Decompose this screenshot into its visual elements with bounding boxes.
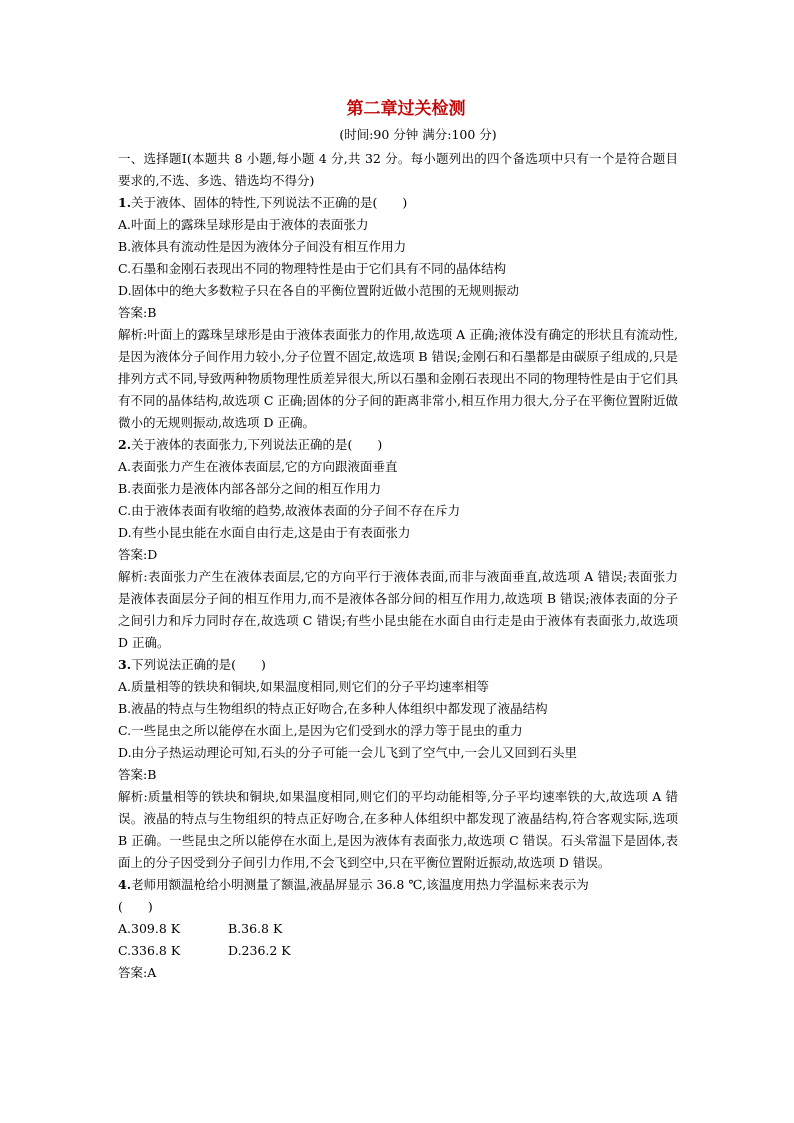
analysis: 解析:叶面上的露珠呈球形是由于液体表面张力的作用,故选项 A 正确;液体没有确定的形状且有流动性,是因为液体分子间作用力较小,分子位置不固定,故选项 B 错误;金刚石和石墨都是由碳原子组成的,只是排列方式不同,导致两种物质物理性质差异很大,所以石墨和金刚石表现出不同的物理特性是由于它们具有不同的晶体结构,故选项 C 正确;固体的分子间的距离非常小,相互作用力很大,分子在平衡位置附近做微小的无规则振动,故选项 D 正确。 (118, 327, 678, 430)
question-stem-continued: ( ) (118, 899, 153, 914)
option: A.质量相等的铁块和铜块,如果温度相同,则它们的分子平均速率相等 (118, 679, 489, 694)
option: D.有些小昆虫能在水面自由行走,这是由于有表面张力 (118, 525, 411, 540)
option: A.表面张力产生在液体表面层,它的方向跟液面垂直 (118, 459, 398, 474)
analysis: 解析:质量相等的铁块和铜块,如果温度相同,则它们的平均动能相等,分子平均速率铁的大,故选项 A 错误。液晶的特点与生物组织的特点正好吻合,在多种人体组织中都发现了液晶结构,符合客观实际,选项 B 正确。一些昆虫之所以能停在水面上,是因为液体有表面张力,故选项 C 错误。石头常温下是固体,表面上的分子因受到分子间引力作用,不会飞到空中,只在平衡位置附近振动,故选项 D 错误。 (118, 789, 678, 870)
option: C.石墨和金刚石表现出不同的物理特性是由于它们具有不同的晶体结构 (118, 261, 507, 276)
question-text: 关于液体、固体的特性,下列说法不正确的是( ) (131, 195, 408, 210)
question-text: 关于液体的表面张力,下列说法正确的是( ) (131, 437, 383, 452)
question-stem (118, 654, 678, 676)
question-stem (118, 434, 678, 456)
question-stem (118, 192, 678, 214)
option-row (118, 940, 678, 962)
analysis: 解析:表面张力产生在液体表面层,它的方向平行于液体表面,而非与液面垂直,故选项 A 错误;表面张力是液体表面层分子间的相互作用力,而不是液体各部分间的相互作用力,故选项 B 错误;液体表面的分子之间引力和斥力同时存在,故选项 C 错误;有些小昆虫能在水面自由行走是由于液体有表面张力,故选项 D 正确。 (118, 569, 678, 650)
document-page (118, 98, 678, 984)
answer: 答案:A (118, 965, 157, 980)
option: C.一些昆虫之所以能停在水面上,是因为它们受到水的浮力等于昆虫的重力 (118, 723, 523, 738)
question-stem (118, 874, 678, 896)
question-text: 下列说法正确的是( ) (131, 657, 266, 672)
option: B.液晶的特点与生物组织的特点正好吻合,在多种人体组织中都发现了液晶结构 (118, 701, 548, 716)
option: C.336.8 K (118, 943, 181, 958)
page-title: 第二章过关检测 (346, 99, 466, 119)
option: B.液体具有流动性是因为液体分子间没有相互作用力 (118, 239, 407, 254)
answer: 答案:B (118, 305, 157, 320)
page-subtitle: (时间:90 分钟 满分:100 分) (339, 127, 497, 142)
option: D.固体中的绝大多数粒子只在各自的平衡位置附近做小范围的无规则振动 (118, 283, 520, 298)
answer: 答案:B (118, 767, 157, 782)
question-number: 2. (118, 437, 132, 452)
option: C.由于液体表面有收缩的趋势,故液体表面的分子间不存在斥力 (118, 503, 461, 518)
option: D.由分子热运动理论可知,石头的分子可能一会儿飞到了空气中,一会儿又回到石头里 (118, 745, 577, 760)
option-row (118, 918, 678, 940)
section-intro: 一、选择题Ⅰ(本题共 8 小题,每小题 4 分,共 32 分。每小题列出的四个备选项中只有一个是符合题目要求的,不选、多选、错选均不得分) (118, 151, 678, 188)
option: A.309.8 K (118, 921, 181, 936)
option: B.36.8 K (228, 921, 283, 936)
option: A.叶面上的露珠呈球形是由于液体的表面张力 (118, 217, 369, 232)
option: D.236.2 K (228, 943, 291, 958)
question-number: 1. (118, 195, 132, 210)
question-number: 3. (118, 657, 132, 672)
question-text: 老师用额温枪给小明测量了额温,液晶屏显示 36.8 ℃,该温度用热力学温标来表示为 (131, 877, 589, 892)
question-number: 4. (118, 877, 132, 892)
option: B.表面张力是液体内部各部分之间的相互作用力 (118, 481, 382, 496)
answer: 答案:D (118, 547, 158, 562)
